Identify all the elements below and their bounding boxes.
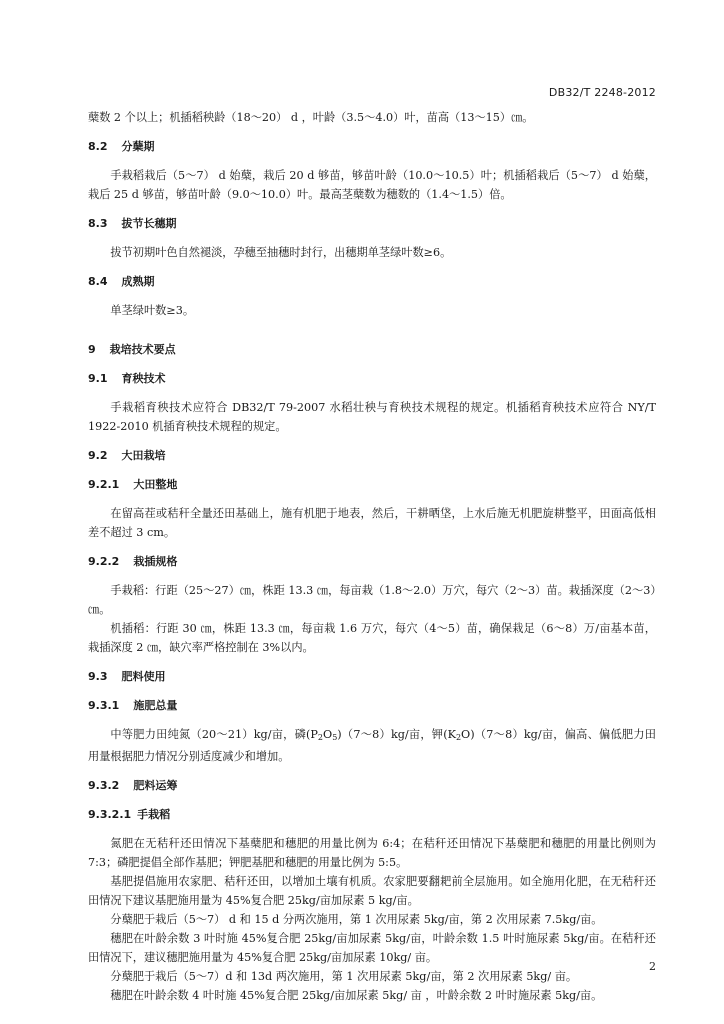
text-run: 中等肥力田纯氮（20～21）kg/亩，磷(P	[110, 728, 318, 741]
heading-number: 9.3	[88, 670, 108, 683]
paragraph-continuation: 蘖数 2 个以上；机插稻秧龄（18～20） d ，叶龄（3.5～4.0）叶，苗高（13～15）㎝。	[88, 111, 534, 124]
page-number: 2	[649, 960, 656, 973]
heading-title: 栽培技术要点	[109, 343, 176, 356]
subscript: 5	[332, 733, 338, 742]
heading-9-3-1	[88, 696, 656, 715]
heading-title: 栽插规格	[133, 555, 178, 568]
heading-title: 拔节长穗期	[121, 217, 177, 230]
heading-number: 8.3	[88, 217, 108, 230]
paragraph-maturity: 单茎绿叶数≥3。	[110, 304, 195, 317]
heading-9-3-2	[88, 776, 656, 795]
paragraph-panicle-fertilizer-2: 穗肥在叶龄余数 4 叶时施 45%复合肥 25kg/亩加尿素 5kg/ 亩 ，叶龄余数 2 叶时施尿素 5kg/亩。	[110, 989, 603, 1002]
paragraph-tillering: 手栽稻栽后（5～7） d 始蘖，栽后 20 d 够苗，够苗叶龄（10.0～10.5）叶；机插稻栽后（5～7） d 始蘖，栽后 25 d 够苗，够苗叶龄（9.0～10.0）叶。最高茎蘖数为穗数的（1.4～1.5）倍。	[88, 169, 656, 201]
heading-number: 9.2	[88, 449, 108, 462]
paragraph-manual-spacing: 手栽稻：行距（25～27）㎝，株距 13.3 ㎝，每亩栽（1.8～2.0）万穴，每穴（2～3）苗。栽插深度（2～3）㎝。	[88, 584, 656, 616]
heading-title: 手栽稻	[137, 808, 171, 821]
document-body	[88, 108, 656, 1005]
heading-9	[88, 340, 656, 359]
heading-title: 肥料运筹	[133, 779, 178, 792]
heading-9-3	[88, 667, 656, 686]
paragraph-base-fertilizer: 基肥提倡施用农家肥、秸秆还田，以增加土壤有机质。农家肥要翻耙前全层施用。如全施用化肥，在无秸秆还田情况下建议基肥施用量为 45%复合肥 25kg/亩加尿素 5 kg/亩。	[88, 875, 656, 907]
heading-9-3-2-1	[88, 805, 656, 824]
heading-8-2	[88, 137, 656, 156]
paragraph-panicle-fertilizer: 穗肥在叶龄余数 3 叶时施 45%复合肥 25kg/亩加尿素 5kg/亩，叶龄余数 1.5 叶时施尿素 5kg/亩。在秸秆还田情况下，建议穗肥施用量为 45%复合肥 25kg/亩加尿素 10kg/ 亩。	[88, 932, 656, 964]
heading-title: 成熟期	[121, 275, 155, 288]
heading-8-4	[88, 272, 656, 291]
heading-9-2-1	[88, 475, 656, 494]
heading-number: 9	[88, 343, 96, 356]
heading-title: 分蘖期	[121, 140, 155, 153]
paragraph-tiller-fertilizer-2: 分蘖肥于栽后（5～7）d 和 13d 两次施用，第 1 次用尿素 5kg/亩，第 2 次用尿素 5kg/ 亩。	[110, 970, 578, 983]
heading-9-2	[88, 446, 656, 465]
paragraph-jointing: 拔节初期叶色自然褪淡，孕穗至抽穗时封行，出穗期单茎绿叶数≥6。	[110, 246, 452, 259]
heading-title: 育秧技术	[121, 372, 166, 385]
heading-8-3	[88, 214, 656, 233]
paragraph-seedling: 手栽稻育秧技术应符合 DB32/T 79-2007 水稻壮秧与育秧技术规程的规定。机插稻育秧技术应符合 NY/T 1922-2010 机插育秧技术规程的规定。	[88, 401, 656, 433]
heading-9-1	[88, 369, 656, 388]
paragraph-tiller-fertilizer: 分蘖肥于栽后（5～7） d 和 15 d 分两次施用，第 1 次用尿素 5kg/亩，第 2 次用尿素 7.5kg/亩。	[110, 913, 603, 926]
subscript: 2	[317, 733, 324, 742]
document-code-header: DB32/T 2248-2012	[548, 86, 656, 99]
heading-number: 9.2.2	[88, 555, 120, 568]
heading-9-2-2	[88, 552, 656, 571]
subscript: 2	[455, 733, 462, 742]
heading-title: 大田栽培	[121, 449, 166, 462]
heading-number: 9.2.1	[88, 478, 120, 491]
text-run: O)（7～8）kg/亩，偏高、偏低肥力田用量根据肥力情况分别适度减少和增加。	[88, 728, 656, 763]
paragraph-land-prep: 在留高茬或秸秆全量还田基础上，施有机肥于地表，然后，干耕晒垡，上水后施无机肥旋耕整平，田面高低相差不超过 3 cm。	[88, 507, 656, 539]
paragraph-nitrogen-ratio: 氮肥在无秸秆还田情况下基蘖肥和穗肥的用量比例为 6:4；在秸秆还田情况下基蘖肥和穗肥的用量比例则为 7:3；磷肥提倡全部作基肥；钾肥基肥和穗肥的用量比例为 5:5。	[88, 837, 656, 869]
text-run: O	[323, 728, 333, 741]
paragraph-machine-spacing: 机插稻：行距 30 ㎝，株距 13.3 ㎝，每亩栽 1.6 万穴，每穴（4～5）苗，确保栽足（6～8）万/亩基本苗，栽插深度 2 ㎝，缺穴率严格控制在 3%以内。	[88, 622, 656, 654]
heading-number: 8.2	[88, 140, 108, 153]
heading-number: 9.3.2.1	[88, 808, 132, 821]
text-run: )（7～8）kg/亩，钾(K	[337, 728, 456, 741]
heading-number: 8.4	[88, 275, 108, 288]
paragraph-fertilizer-total	[88, 725, 656, 766]
heading-title: 肥料使用	[121, 670, 166, 683]
heading-title: 施肥总量	[133, 699, 178, 712]
heading-number: 9.1	[88, 372, 108, 385]
heading-title: 大田整地	[133, 478, 178, 491]
heading-number: 9.3.2	[88, 779, 120, 792]
heading-number: 9.3.1	[88, 699, 120, 712]
